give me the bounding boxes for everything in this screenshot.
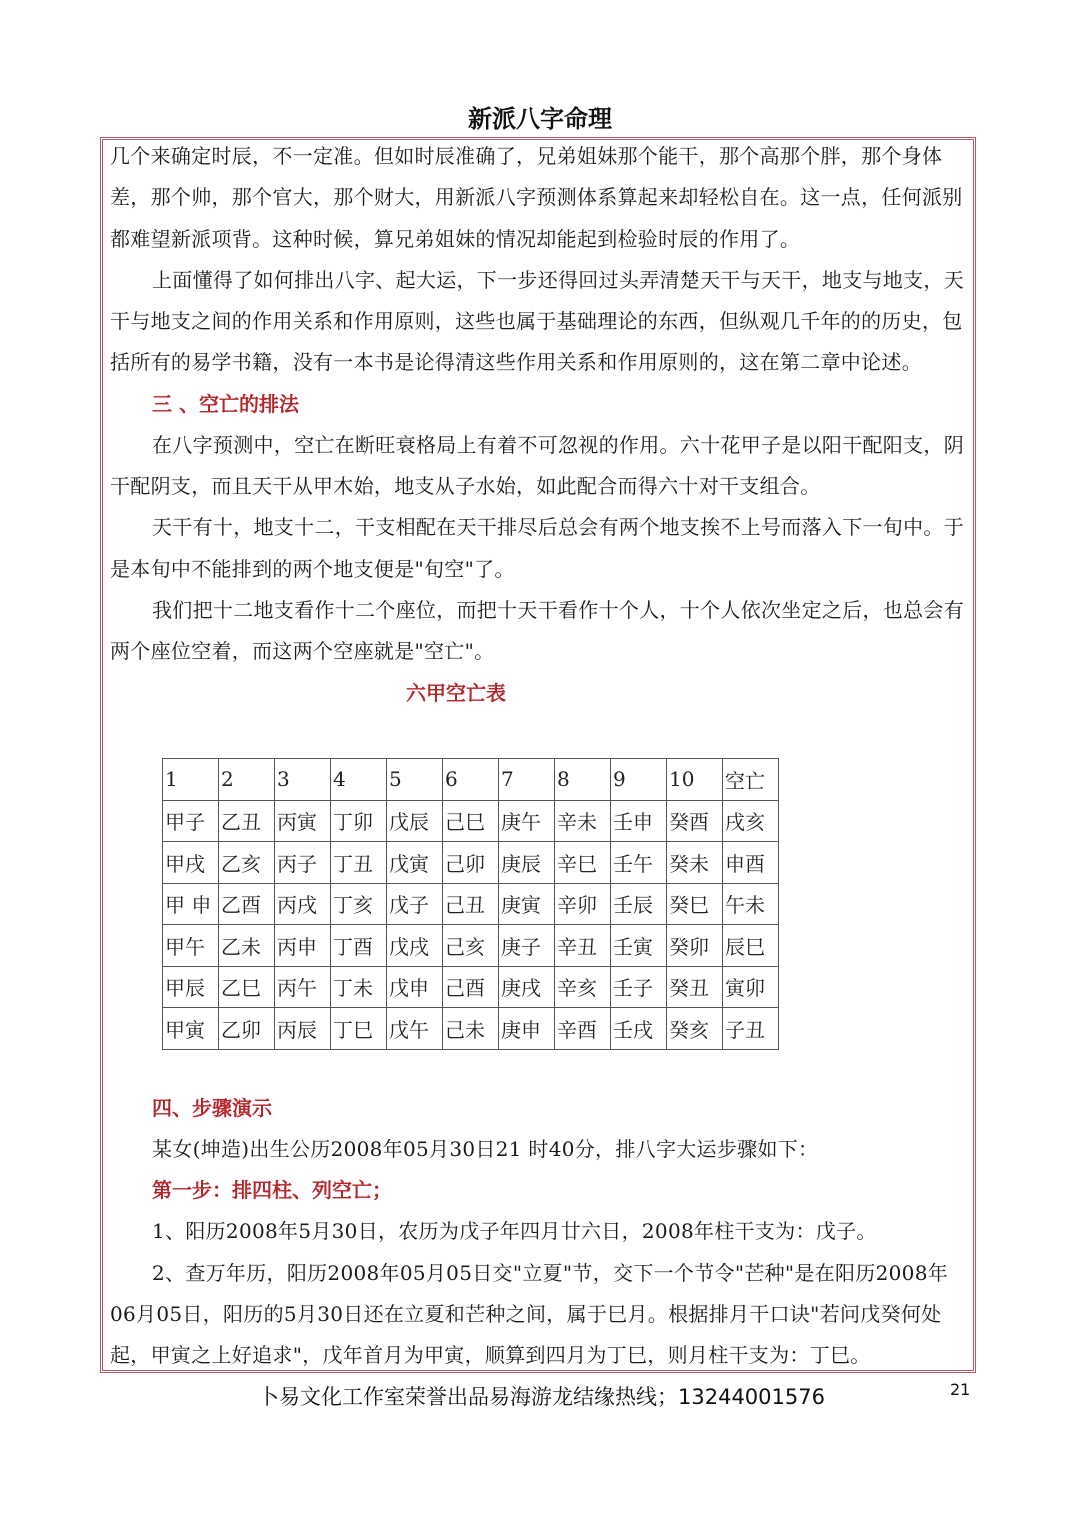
table-cell: 己巳 <box>443 800 499 842</box>
table-header-cell: 1 <box>163 759 219 801</box>
table-cell: 戊辰 <box>387 800 443 842</box>
table-cell: 甲 申 <box>163 883 219 925</box>
table-cell: 乙巳 <box>219 966 275 1008</box>
paragraph: 几个来确定时辰，不一定准。但如时辰准确了，兄弟姐妹那个能干，那个高那个胖，那个身体差，那个帅，那个官大，那个财大，用新派八字预测体系算起来却轻松自在。这一点，任何派别都难望新派项背。这种时候，算兄弟姐妹的情况却能起到检验时辰的作用了。 <box>110 144 963 251</box>
table-cell: 己亥 <box>443 925 499 967</box>
table-cell: 丙寅 <box>275 800 331 842</box>
table-cell: 辛未 <box>555 800 611 842</box>
table-cell: 丁巳 <box>331 1008 387 1050</box>
table-cell: 己丑 <box>443 883 499 925</box>
table-cell: 乙卯 <box>219 1008 275 1050</box>
kongwang-table <box>162 758 779 1050</box>
section-heading-3: 三 、空亡的排法 <box>152 391 299 416</box>
table-cell: 己未 <box>443 1008 499 1050</box>
table-row <box>163 800 779 842</box>
table-cell: 午未 <box>723 883 779 925</box>
table-cell: 丙辰 <box>275 1008 331 1050</box>
table-header-cell: 4 <box>331 759 387 801</box>
table-cell: 壬戌 <box>611 1008 667 1050</box>
table-cell: 戊午 <box>387 1008 443 1050</box>
table-cell: 乙亥 <box>219 842 275 884</box>
footer-text: 卜易文化工作室荣誉出品易海游龙结缘热线；13244001576 <box>258 1385 825 1409</box>
table-cell: 壬寅 <box>611 925 667 967</box>
step1-heading: 第一步：排四柱、列空亡； <box>152 1178 392 1203</box>
table-cell: 子丑 <box>723 1008 779 1050</box>
table-cell: 庚子 <box>499 925 555 967</box>
table-cell: 戊申 <box>387 966 443 1008</box>
table-cell: 癸巳 <box>667 883 723 925</box>
table-cell: 寅卯 <box>723 966 779 1008</box>
paragraph: 我们把十二地支看作十二个座位，而把十天干看作十个人，十个人依次坐定之后，也总会有两个座位空着，而这两个空座就是"空亡"。 <box>110 597 964 664</box>
table-cell: 癸酉 <box>667 800 723 842</box>
table-cell: 丙午 <box>275 966 331 1008</box>
table-cell: 丙戌 <box>275 883 331 925</box>
table-row <box>163 925 779 967</box>
table-cell: 壬子 <box>611 966 667 1008</box>
table-cell: 乙未 <box>219 925 275 967</box>
table-cell: 丁丑 <box>331 842 387 884</box>
table-cell: 壬午 <box>611 842 667 884</box>
table-cell: 壬辰 <box>611 883 667 925</box>
paragraph: 上面懂得了如何排出八字、起大运，下一步还得回过头弄清楚天干与天干，地支与地支，天干与地支之间的作用关系和作用原则，这些也属于基础理论的东西，但纵观几千年的的历史，包括所有的易学书籍，没有一本书是论得清这些作用关系和作用原则的，这在第二章中论述。 <box>110 267 964 375</box>
table-cell: 甲子 <box>163 800 219 842</box>
paragraph: 天干有十，地支十二，干支相配在天干排尽后总会有两个地支挨不上号而落入下一旬中。于是本旬中不能排到的两个地支便是"旬空"了。 <box>110 515 964 581</box>
table-cell: 戊寅 <box>387 842 443 884</box>
table-title: 六甲空亡表 <box>406 680 506 705</box>
section-4 <box>110 1088 972 1376</box>
table-cell: 甲寅 <box>163 1008 219 1050</box>
table-cell: 辛酉 <box>555 1008 611 1050</box>
table-header-cell: 3 <box>275 759 331 801</box>
table-cell: 庚辰 <box>499 842 555 884</box>
table-header-cell: 2 <box>219 759 275 801</box>
table-cell: 辛卯 <box>555 883 611 925</box>
table-cell: 辛丑 <box>555 925 611 967</box>
table-cell: 戊戌 <box>387 925 443 967</box>
table-cell: 甲辰 <box>163 966 219 1008</box>
table-cell: 甲午 <box>163 925 219 967</box>
table-header-cell: 5 <box>387 759 443 801</box>
table-cell: 庚午 <box>499 800 555 842</box>
table-cell: 庚申 <box>499 1008 555 1050</box>
table-cell: 丙申 <box>275 925 331 967</box>
table-cell: 癸未 <box>667 842 723 884</box>
table-cell: 甲戌 <box>163 842 219 884</box>
table-cell: 丁亥 <box>331 883 387 925</box>
table-cell: 庚寅 <box>499 883 555 925</box>
table-cell: 乙丑 <box>219 800 275 842</box>
table-header-cell: 空亡 <box>723 759 779 801</box>
table-cell: 辛亥 <box>555 966 611 1008</box>
table-cell: 己卯 <box>443 842 499 884</box>
table-row <box>163 842 779 884</box>
table-cell: 癸卯 <box>667 925 723 967</box>
table-header-row <box>163 759 779 801</box>
table-cell: 庚戌 <box>499 966 555 1008</box>
table-cell: 戌亥 <box>723 800 779 842</box>
table-cell: 乙酉 <box>219 883 275 925</box>
table-cell: 丁酉 <box>331 925 387 967</box>
table-header-cell: 10 <box>667 759 723 801</box>
table-header-cell: 6 <box>443 759 499 801</box>
table-row <box>163 883 779 925</box>
table-header-cell: 7 <box>499 759 555 801</box>
table-cell: 丙子 <box>275 842 331 884</box>
list-item: 1、阳历2008年5月30日，农历为戊子年四月廿六日，2008年柱干支为：戊子。 <box>152 1219 877 1244</box>
table-cell: 己酉 <box>443 966 499 1008</box>
table-cell: 辰巳 <box>723 925 779 967</box>
table-header-cell: 8 <box>555 759 611 801</box>
table-row <box>163 966 779 1008</box>
table-cell: 壬申 <box>611 800 667 842</box>
table-cell: 癸亥 <box>667 1008 723 1050</box>
page-body <box>110 136 972 713</box>
list-item: 2、查万年历，阳历2008年05月05日交"立夏"节，交下一个节令"芒种"是在阳历2008年06月05日，阳历的5月30日还在立夏和芒种之间，属于巳月。根据排月干口诀"若问戊癸何处起，甲寅之上好追求"，戊年首月为甲寅，顺算到四月为丁巳，则月柱干支为：丁巳。 <box>110 1260 949 1368</box>
table-cell: 辛巳 <box>555 842 611 884</box>
page-number: 21 <box>950 1380 971 1399</box>
table-cell: 癸丑 <box>667 966 723 1008</box>
table-cell: 丁未 <box>331 966 387 1008</box>
section-heading-4: 四、步骤演示 <box>152 1096 272 1120</box>
table-cell: 申酉 <box>723 842 779 884</box>
page-title: 新派八字命理 <box>468 105 612 133</box>
table-header-cell: 9 <box>611 759 667 801</box>
table-cell: 戊子 <box>387 883 443 925</box>
paragraph: 在八字预测中，空亡在断旺衰格局上有着不可忽视的作用。六十花甲子是以阳干配阳支，阴干配阴支，而且天干从甲木始，地支从子水始，如此配合而得六十对干支组合。 <box>110 432 964 499</box>
table-row <box>163 1008 779 1050</box>
paragraph: 某女(坤造)出生公历2008年05月30日21 时40分，排八字大运步骤如下： <box>152 1137 819 1161</box>
table-cell: 丁卯 <box>331 800 387 842</box>
